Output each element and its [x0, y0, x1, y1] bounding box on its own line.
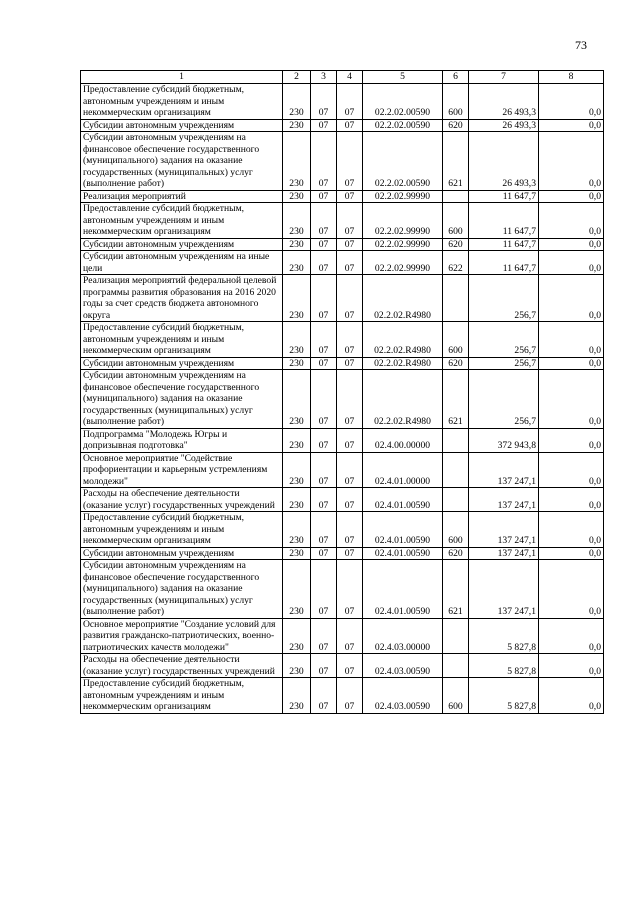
row-section-cell: 07 [311, 678, 337, 714]
row-section-cell: 07 [311, 132, 337, 191]
row-name-cell: Субсидии автономным учреждениям [81, 547, 283, 560]
row-target-cell: 02.4.01.00590 [363, 488, 443, 512]
row-section-cell: 07 [311, 512, 337, 548]
row-target-cell: 02.2.02.99990 [363, 251, 443, 275]
row-section-cell: 07 [311, 322, 337, 358]
row-subsection-cell: 07 [337, 119, 363, 132]
row-section-cell: 07 [311, 370, 337, 429]
row-code-cell: 230 [283, 357, 311, 370]
row-section-cell: 07 [311, 654, 337, 678]
row-amount-cell: 11 647,7 [469, 203, 539, 239]
table-row [81, 322, 604, 358]
row-code-cell: 230 [283, 132, 311, 191]
row-amount-cell: 256,7 [469, 357, 539, 370]
row-target-cell: 02.4.03.00000 [363, 618, 443, 654]
row-name-cell: Подпрограмма "Молодежь Югры и допризывная подготовка" [81, 428, 283, 452]
row-type-cell: 620 [443, 238, 469, 251]
row-section-cell: 07 [311, 84, 337, 120]
row-amount-cell: 256,7 [469, 275, 539, 322]
row-name-cell: Основное мероприятие "Содействие профориентации и карьерным устремлениям молодежи" [81, 452, 283, 488]
row-amount-cell: 137 247,1 [469, 452, 539, 488]
row-type-cell: 600 [443, 203, 469, 239]
row-type-cell: 600 [443, 322, 469, 358]
row-code-cell: 230 [283, 654, 311, 678]
row-target-cell: 02.2.02.00590 [363, 84, 443, 120]
row-name-cell: Предоставление субсидий бюджетным, автономным учреждениям и иным некоммерческим организациям [81, 322, 283, 358]
row-target-cell: 02.2.02.99990 [363, 238, 443, 251]
row-type-cell: 621 [443, 370, 469, 429]
row-section-cell: 07 [311, 275, 337, 322]
row-extra-cell: 0,0 [539, 428, 604, 452]
row-target-cell: 02.4.03.00590 [363, 654, 443, 678]
row-extra-cell: 0,0 [539, 84, 604, 120]
row-type-cell: 621 [443, 560, 469, 619]
row-amount-cell: 137 247,1 [469, 547, 539, 560]
row-section-cell: 07 [311, 251, 337, 275]
row-code-cell: 230 [283, 275, 311, 322]
row-type-cell: 620 [443, 547, 469, 560]
row-target-cell: 02.2.02.R4980 [363, 275, 443, 322]
row-target-cell: 02.4.03.00590 [363, 678, 443, 714]
row-subsection-cell: 07 [337, 238, 363, 251]
row-amount-cell: 11 647,7 [469, 190, 539, 203]
row-code-cell: 230 [283, 428, 311, 452]
row-name-cell: Предоставление субсидий бюджетным, автономным учреждениям и иным некоммерческим организациям [81, 678, 283, 714]
row-subsection-cell: 07 [337, 132, 363, 191]
table-row [81, 84, 604, 120]
row-subsection-cell: 07 [337, 322, 363, 358]
table-row [81, 203, 604, 239]
row-extra-cell: 0,0 [539, 618, 604, 654]
row-amount-cell: 137 247,1 [469, 512, 539, 548]
row-subsection-cell: 07 [337, 190, 363, 203]
row-code-cell: 230 [283, 452, 311, 488]
row-extra-cell: 0,0 [539, 547, 604, 560]
row-amount-cell: 11 647,7 [469, 238, 539, 251]
row-extra-cell: 0,0 [539, 357, 604, 370]
row-section-cell: 07 [311, 190, 337, 203]
table-header-row [81, 71, 604, 84]
row-extra-cell: 0,0 [539, 488, 604, 512]
row-type-cell: 622 [443, 251, 469, 275]
table-row [81, 547, 604, 560]
row-amount-cell: 5 827,8 [469, 654, 539, 678]
row-type-cell [443, 190, 469, 203]
row-name-cell: Субсидии автономным учреждениям [81, 238, 283, 251]
table-row [81, 238, 604, 251]
row-name-cell: Расходы на обеспечение деятельности (оказание услуг) государственных учреждений [81, 488, 283, 512]
row-type-cell: 600 [443, 678, 469, 714]
row-type-cell [443, 488, 469, 512]
row-amount-cell: 5 827,8 [469, 618, 539, 654]
table-row [81, 190, 604, 203]
row-name-cell: Предоставление субсидий бюджетным, автономным учреждениям и иным некоммерческим организациям [81, 84, 283, 120]
row-subsection-cell: 07 [337, 251, 363, 275]
table-row [81, 251, 604, 275]
row-target-cell: 02.2.02.99990 [363, 190, 443, 203]
header-cell: 8 [539, 71, 604, 84]
header-cell: 2 [283, 71, 311, 84]
row-type-cell: 600 [443, 512, 469, 548]
row-extra-cell: 0,0 [539, 322, 604, 358]
row-type-cell [443, 618, 469, 654]
row-type-cell: 620 [443, 119, 469, 132]
header-cell: 4 [337, 71, 363, 84]
table-row [81, 119, 604, 132]
page-number: 73 [575, 38, 587, 52]
row-target-cell: 02.2.02.R4980 [363, 322, 443, 358]
row-name-cell: Предоставление субсидий бюджетным, автономным учреждениям и иным некоммерческим организациям [81, 512, 283, 548]
row-name-cell: Субсидии автономным учреждениям на иные цели [81, 251, 283, 275]
row-amount-cell: 256,7 [469, 370, 539, 429]
row-extra-cell: 0,0 [539, 452, 604, 488]
table-row [81, 275, 604, 322]
header-cell: 5 [363, 71, 443, 84]
row-type-cell [443, 654, 469, 678]
row-subsection-cell: 07 [337, 678, 363, 714]
row-code-cell: 230 [283, 251, 311, 275]
row-extra-cell: 0,0 [539, 560, 604, 619]
row-extra-cell: 0,0 [539, 512, 604, 548]
row-name-cell: Предоставление субсидий бюджетным, автономным учреждениям и иным некоммерческим организациям [81, 203, 283, 239]
row-subsection-cell: 07 [337, 357, 363, 370]
row-target-cell: 02.4.00.00000 [363, 428, 443, 452]
row-extra-cell: 0,0 [539, 275, 604, 322]
row-extra-cell: 0,0 [539, 654, 604, 678]
row-subsection-cell: 07 [337, 275, 363, 322]
row-target-cell: 02.2.02.R4980 [363, 370, 443, 429]
row-type-cell [443, 452, 469, 488]
row-extra-cell: 0,0 [539, 132, 604, 191]
row-section-cell: 07 [311, 560, 337, 619]
row-type-cell [443, 275, 469, 322]
row-name-cell: Субсидии автономным учреждениям [81, 119, 283, 132]
row-code-cell: 230 [283, 678, 311, 714]
row-name-cell: Субсидии автономным учреждениям на финансовое обеспечение государственного (муниципального) задания на оказание государственных (муниципальных) услуг (выполнение работ) [81, 132, 283, 191]
row-subsection-cell: 07 [337, 488, 363, 512]
row-name-cell: Субсидии автономным учреждениям на финансовое обеспечение государственного (муниципального) задания на оказание государственных (муниципальных) услуг (выполнение работ) [81, 560, 283, 619]
row-extra-cell: 0,0 [539, 678, 604, 714]
table-row [81, 370, 604, 429]
row-section-cell: 07 [311, 547, 337, 560]
row-subsection-cell: 07 [337, 452, 363, 488]
row-extra-cell: 0,0 [539, 238, 604, 251]
row-type-cell [443, 428, 469, 452]
row-target-cell: 02.4.01.00000 [363, 452, 443, 488]
table-row [81, 678, 604, 714]
row-amount-cell: 256,7 [469, 322, 539, 358]
row-extra-cell: 0,0 [539, 370, 604, 429]
row-subsection-cell: 07 [337, 84, 363, 120]
table-row [81, 512, 604, 548]
row-amount-cell: 11 647,7 [469, 251, 539, 275]
table-body [81, 71, 604, 714]
table-row [81, 618, 604, 654]
header-cell: 7 [469, 71, 539, 84]
header-cell: 6 [443, 71, 469, 84]
row-section-cell: 07 [311, 618, 337, 654]
row-section-cell: 07 [311, 488, 337, 512]
row-type-cell: 621 [443, 132, 469, 191]
row-amount-cell: 137 247,1 [469, 488, 539, 512]
row-amount-cell: 137 247,1 [469, 560, 539, 619]
row-section-cell: 07 [311, 203, 337, 239]
row-amount-cell: 26 493,3 [469, 132, 539, 191]
row-name-cell: Основное мероприятие "Создание условий для развития гражданско-патриотических, военно-патриотических качеств молодежи" [81, 618, 283, 654]
row-amount-cell: 26 493,3 [469, 84, 539, 120]
row-name-cell: Субсидии автономным учреждениям на финансовое обеспечение государственного (муниципального) задания на оказание государственных (муниципальных) услуг (выполнение работ) [81, 370, 283, 429]
row-target-cell: 02.4.01.00590 [363, 512, 443, 548]
row-code-cell: 230 [283, 238, 311, 251]
row-subsection-cell: 07 [337, 654, 363, 678]
row-section-cell: 07 [311, 428, 337, 452]
table-row [81, 428, 604, 452]
row-subsection-cell: 07 [337, 547, 363, 560]
row-extra-cell: 0,0 [539, 251, 604, 275]
row-code-cell: 230 [283, 488, 311, 512]
table-row [81, 132, 604, 191]
row-target-cell: 02.4.01.00590 [363, 547, 443, 560]
row-amount-cell: 26 493,3 [469, 119, 539, 132]
row-code-cell: 230 [283, 547, 311, 560]
row-section-cell: 07 [311, 357, 337, 370]
row-amount-cell: 372 943,8 [469, 428, 539, 452]
row-name-cell: Реализация мероприятий [81, 190, 283, 203]
row-code-cell: 230 [283, 190, 311, 203]
row-code-cell: 230 [283, 84, 311, 120]
row-code-cell: 230 [283, 119, 311, 132]
table-row [81, 357, 604, 370]
header-cell: 3 [311, 71, 337, 84]
row-target-cell: 02.2.02.R4980 [363, 357, 443, 370]
row-target-cell: 02.2.02.00590 [363, 132, 443, 191]
row-extra-cell: 0,0 [539, 190, 604, 203]
row-code-cell: 230 [283, 370, 311, 429]
row-name-cell: Субсидии автономным учреждениям [81, 357, 283, 370]
row-code-cell: 230 [283, 560, 311, 619]
row-subsection-cell: 07 [337, 428, 363, 452]
row-code-cell: 230 [283, 618, 311, 654]
row-subsection-cell: 07 [337, 618, 363, 654]
row-target-cell: 02.2.02.00590 [363, 119, 443, 132]
table-row [81, 560, 604, 619]
row-subsection-cell: 07 [337, 370, 363, 429]
row-section-cell: 07 [311, 119, 337, 132]
row-name-cell: Расходы на обеспечение деятельности (оказание услуг) государственных учреждений [81, 654, 283, 678]
row-section-cell: 07 [311, 238, 337, 251]
row-target-cell: 02.2.02.99990 [363, 203, 443, 239]
row-subsection-cell: 07 [337, 512, 363, 548]
row-type-cell: 620 [443, 357, 469, 370]
row-code-cell: 230 [283, 322, 311, 358]
budget-table [80, 70, 604, 714]
table-row [81, 488, 604, 512]
row-type-cell: 600 [443, 84, 469, 120]
row-section-cell: 07 [311, 452, 337, 488]
row-target-cell: 02.4.01.00590 [363, 560, 443, 619]
row-name-cell: Реализация мероприятий федеральной целевой программы развития образования на 2016 2020 годы за счет средств бюджета автономного округа [81, 275, 283, 322]
table-row [81, 452, 604, 488]
row-extra-cell: 0,0 [539, 119, 604, 132]
header-cell: 1 [81, 71, 283, 84]
row-code-cell: 230 [283, 512, 311, 548]
row-extra-cell: 0,0 [539, 203, 604, 239]
row-subsection-cell: 07 [337, 560, 363, 619]
table-row [81, 654, 604, 678]
row-amount-cell: 5 827,8 [469, 678, 539, 714]
row-subsection-cell: 07 [337, 203, 363, 239]
row-code-cell: 230 [283, 203, 311, 239]
